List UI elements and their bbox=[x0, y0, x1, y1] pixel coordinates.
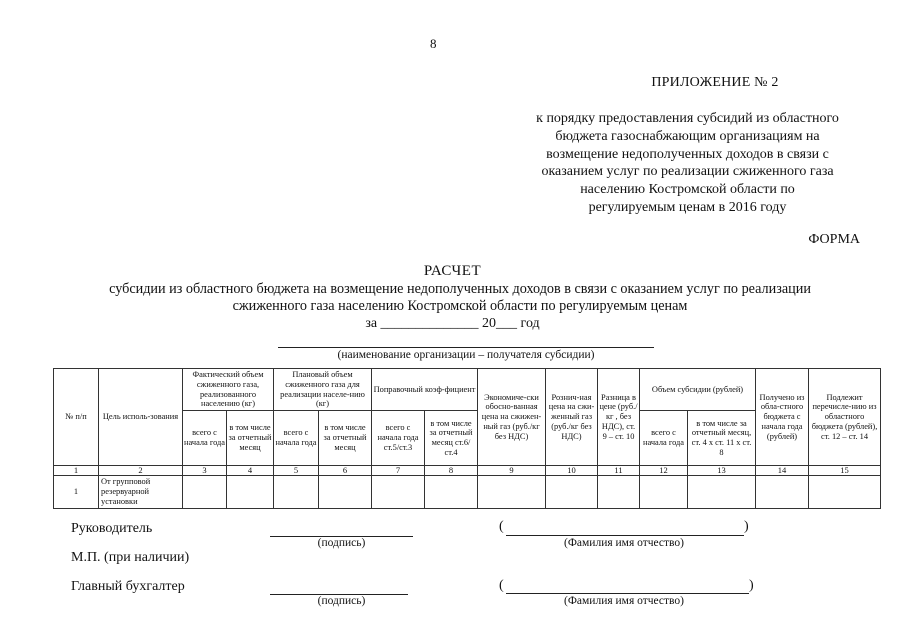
column-number: 7 bbox=[372, 466, 425, 476]
column-number: 8 bbox=[425, 466, 478, 476]
appendix-line: регулируемым ценам в 2016 году bbox=[588, 199, 787, 215]
page-number: 8 bbox=[430, 36, 437, 51]
table-row bbox=[54, 476, 881, 508]
appendix-line: оказанием услуг по реализации сжиженного газа bbox=[541, 164, 834, 180]
calculation-table bbox=[53, 368, 881, 509]
table-cell bbox=[372, 476, 425, 508]
appendix-title: ПРИЛОЖЕНИЕ № 2 bbox=[651, 75, 779, 90]
table-cell bbox=[227, 476, 274, 508]
column-number: 3 bbox=[183, 466, 227, 476]
table-cell bbox=[640, 476, 688, 508]
table-cell bbox=[546, 476, 598, 508]
header-subsidy-volume: Объем субсидии (рублей) bbox=[640, 369, 756, 411]
appendix-subtitle bbox=[520, 110, 855, 217]
table-cell bbox=[425, 476, 478, 508]
form-label: ФОРМА bbox=[808, 232, 860, 247]
head-name-line bbox=[506, 535, 744, 536]
signature-caption: (подпись) bbox=[317, 595, 366, 607]
row-number: 1 bbox=[54, 476, 99, 508]
column-number: 5 bbox=[274, 466, 319, 476]
header-planned-volume: Плановый объем сжиженного газа для реализации населе-нию (кг) bbox=[274, 369, 372, 411]
subheader-month: в том числе за отчетный месяц bbox=[227, 411, 274, 466]
paren-close: ) bbox=[744, 519, 749, 534]
calculation-title: РАСЧЕТ bbox=[423, 263, 482, 279]
calculation-subtitle-line: субсидии из областного бюджета на возмещение недополученных доходов в связи с оказанием услуг по реализации bbox=[109, 281, 811, 297]
subheader-coef-total: всего с начала года ст.5/ст.3 bbox=[372, 411, 425, 466]
table-cell bbox=[688, 476, 756, 508]
accountant-label: Главный бухгалтер bbox=[71, 579, 185, 594]
subheader-subsidy-month: в том числе за отчетный месяц, ст. 4 х ст. 11 х ст. 8 bbox=[688, 411, 756, 466]
column-number: 10 bbox=[546, 466, 598, 476]
table-cell bbox=[274, 476, 319, 508]
head-label: Руководитель bbox=[71, 521, 153, 536]
subheader-total: всего с начала года bbox=[274, 411, 319, 466]
period-line: за ______________ 20___ год bbox=[365, 316, 540, 331]
header-to-transfer: Подлежит перечисле-нию из областного бюджета (рублей), ст. 12 – ст. 14 bbox=[809, 369, 881, 466]
column-number: 4 bbox=[227, 466, 274, 476]
header-retail-price: Рознич-ная цена на сжи-женный газ (руб./кг без НДС) bbox=[546, 369, 598, 466]
header-economic-price: Экономиче-ски обосно-ванная цена на сжижен-ный газ (руб./кг без НДС) bbox=[478, 369, 546, 466]
signature-caption: (подпись) bbox=[317, 537, 366, 549]
column-number: 6 bbox=[319, 466, 372, 476]
header-purpose: Цель исполь-зования bbox=[99, 369, 183, 466]
organization-caption: (наименование организации – получателя субсидии) bbox=[337, 349, 595, 361]
table-cell bbox=[319, 476, 372, 508]
paren-open: ( bbox=[499, 519, 504, 534]
calculation-subtitle bbox=[60, 281, 860, 315]
appendix-line: бюджета газоснабжающим организациям на bbox=[555, 128, 820, 144]
column-number: 15 bbox=[809, 466, 881, 476]
name-caption: (Фамилия имя отчество) bbox=[564, 537, 684, 549]
column-number: 14 bbox=[756, 466, 809, 476]
subheader-total: всего с начала года bbox=[183, 411, 227, 466]
table-cell bbox=[756, 476, 809, 508]
accountant-name-line bbox=[506, 593, 749, 594]
table-cell bbox=[809, 476, 881, 508]
appendix-line: к порядку предоставления субсидий из областного bbox=[536, 111, 839, 126]
column-number: 2 bbox=[99, 466, 183, 476]
table-cell bbox=[478, 476, 546, 508]
paren-open: ( bbox=[499, 578, 504, 593]
column-number: 9 bbox=[478, 466, 546, 476]
subheader-total: всего с начала года bbox=[640, 411, 688, 466]
column-number: 1 bbox=[54, 466, 99, 476]
stamp-label: М.П. (при наличии) bbox=[71, 550, 190, 565]
header-row-number: № п/п bbox=[54, 369, 99, 466]
column-number: 13 bbox=[688, 466, 756, 476]
header-received: Получено из обла-стного бюджета с начала года (рублей) bbox=[756, 369, 809, 466]
row-purpose: От групповой резервуарной установки bbox=[99, 476, 183, 508]
calculation-subtitle-line: сжиженного газа населению Костромской области по регулируемым ценам bbox=[232, 298, 688, 314]
organization-name-line bbox=[278, 347, 654, 348]
column-number: 11 bbox=[598, 466, 640, 476]
header-actual-volume: Фактический объем сжиженного газа, реализованного населению (кг) bbox=[183, 369, 274, 411]
table-cell bbox=[183, 476, 227, 508]
name-caption: (Фамилия имя отчество) bbox=[564, 595, 684, 607]
appendix-line: населению Костромской области по bbox=[580, 182, 795, 198]
column-number: 12 bbox=[640, 466, 688, 476]
subheader-month: в том числе за отчетный месяц bbox=[319, 411, 372, 466]
appendix-line: возмещение недополученных доходов в связи с bbox=[546, 146, 829, 162]
table-cell bbox=[598, 476, 640, 508]
subheader-coef-month: в том числе за отчетный месяц ст.6/ст.4 bbox=[425, 411, 478, 466]
header-price-difference: Разница в цене (руб./кг , без НДС), ст. 9 – ст. 10 bbox=[598, 369, 640, 466]
paren-close: ) bbox=[749, 578, 754, 593]
header-correction-coefficient: Поправочный коэф-фициент bbox=[372, 369, 478, 411]
